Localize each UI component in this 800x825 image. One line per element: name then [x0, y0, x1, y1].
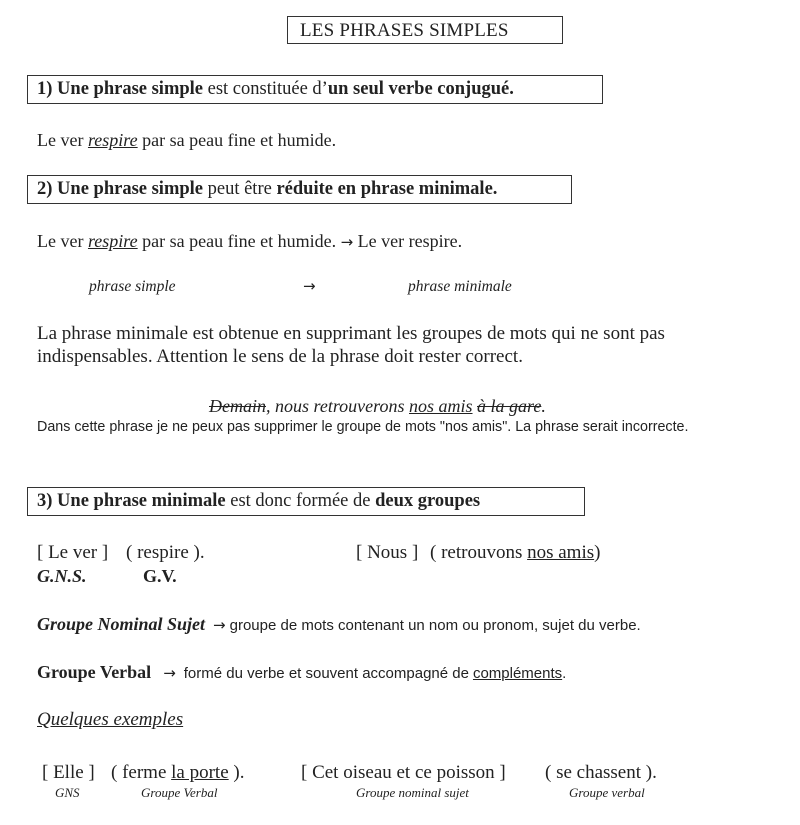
example-text: par sa peau fine et humide. [142, 130, 337, 150]
caption-gns: GNS [55, 785, 80, 800]
struck-word: Demain [209, 396, 266, 416]
section2-mid: peut être [207, 179, 272, 199]
section3-mid: est donc formée de [230, 491, 371, 511]
example-text: ( retrouvons [430, 542, 523, 563]
arrow-icon: → [163, 664, 176, 682]
caption-gns: Groupe nominal sujet [356, 785, 469, 800]
example-text: . [541, 396, 546, 416]
section1-example [37, 130, 336, 151]
example-text: ( ferme [111, 762, 167, 783]
paragraph-line1: La phrase minimale est obtenue en supprimant les groupes de mots qui ne sont pas [37, 323, 665, 344]
label-phrase-minimale: phrase minimale [408, 278, 512, 295]
struck-example [209, 396, 546, 417]
note-text: Dans cette phrase je ne peux pas supprimer le groupe de mots "nos amis". La phrase serait incorrecte. [37, 419, 689, 435]
section1-bold2: un seul verbe conjugué. [327, 79, 514, 99]
arrow-icon: → [213, 616, 226, 634]
example2-gv [430, 542, 600, 564]
caption-gv: Groupe Verbal [141, 785, 218, 800]
section1-number: 1) [37, 79, 53, 99]
exampleB-gv: ( se chassent ). [545, 762, 657, 783]
underlined-group: nos amis [409, 396, 473, 416]
exampleB-gns: [ Cet oiseau et ce poisson ] [301, 762, 506, 783]
example-text: ). [233, 762, 245, 783]
section3-heading [37, 491, 480, 512]
examples-heading: Quelques exemples [37, 709, 184, 730]
section2-bold1: Une phrase simple [57, 179, 203, 199]
example-text: , nous retrouverons [266, 396, 405, 416]
example-gv: ( respire ). [126, 542, 205, 563]
section2-heading [37, 179, 497, 200]
example-gns: [ Le ver ] [37, 542, 109, 563]
section3-bold2: deux groupes [375, 491, 481, 511]
arrow-icon: → [340, 233, 354, 251]
example-text: par sa peau fine et humide. [142, 231, 337, 251]
example-result: Le ver respire. [357, 231, 463, 251]
example-text: Le ver [37, 130, 84, 150]
example-text: ) [594, 542, 601, 563]
example-verb: respire [87, 231, 138, 251]
exampleA-gv [111, 762, 244, 784]
definition-term: Groupe Verbal [37, 662, 152, 682]
underlined-word: compléments [472, 665, 563, 682]
label-phrase-simple: phrase simple [89, 278, 176, 295]
section2-number: 2) [37, 179, 53, 199]
section1-bold1: Une phrase simple [57, 79, 203, 99]
underlined-group: la porte [171, 762, 229, 783]
exampleA-gns: [ Elle ] [42, 762, 95, 783]
paragraph-line2: indispensables. Attention le sens de la phrase doit rester correct. [37, 346, 523, 367]
section2-example [37, 231, 462, 252]
definition-text: . [562, 665, 567, 682]
section1-heading [37, 79, 514, 100]
example-verb: respire [87, 130, 138, 150]
definition-gns [37, 614, 641, 635]
underlined-group: nos amis [527, 542, 595, 563]
section2-bold2: réduite en phrase minimale. [276, 179, 498, 199]
definition-text: groupe de mots contenant un nom ou pronom, sujet du verbe. [229, 617, 641, 634]
arrow-icon: → [303, 277, 316, 295]
caption-gv: Groupe verbal [569, 785, 645, 800]
label-gv: G.V. [143, 566, 177, 586]
section3-number: 3) [37, 491, 53, 511]
definition-term: Groupe Nominal Sujet [37, 614, 206, 634]
section3-bold1: Une phrase minimale [57, 491, 226, 511]
label-gns: G.N.S. [37, 566, 87, 586]
section1-mid: est constituée d’ [207, 79, 328, 99]
example2-gns: [ Nous ] [356, 542, 419, 563]
definition-gv [37, 662, 566, 683]
definition-text: formé du verbe et souvent accompagné de [183, 665, 469, 682]
example-text: Le ver [37, 231, 84, 251]
page-title: LES PHRASES SIMPLES [300, 20, 509, 41]
struck-word: à la gare [477, 396, 542, 416]
